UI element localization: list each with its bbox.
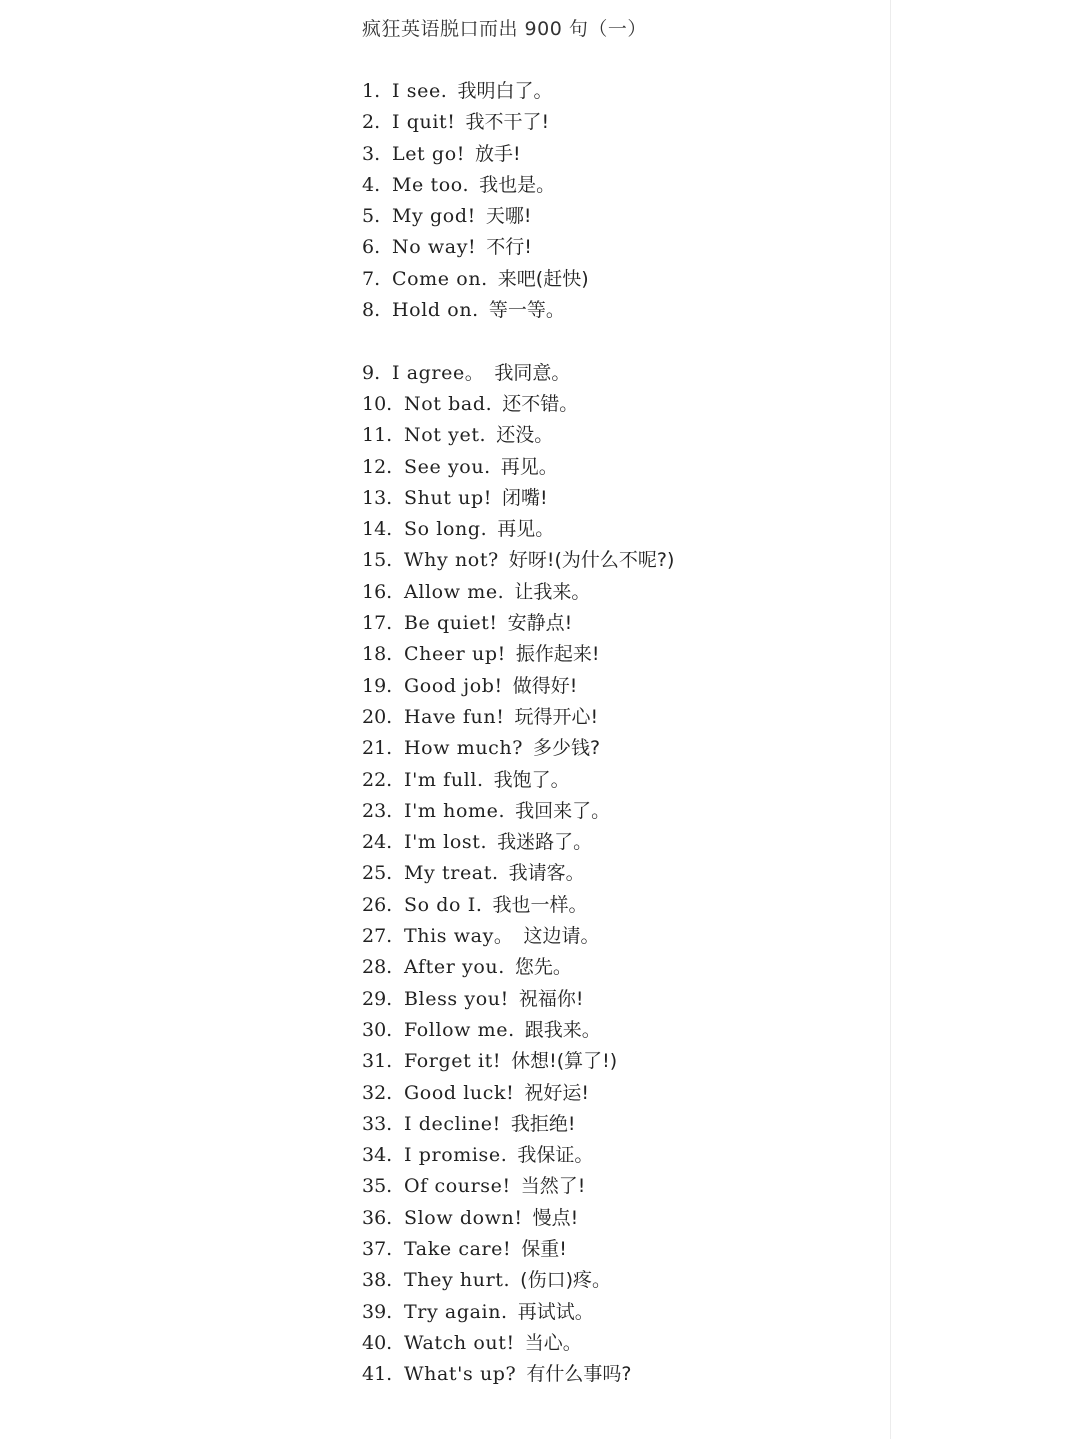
phrase-chinese: 当然了! xyxy=(520,1175,586,1198)
phrase-chinese: 我请客。 xyxy=(508,862,585,885)
phrase-number: 8. xyxy=(362,299,381,322)
phrase-number: 25. xyxy=(362,862,393,885)
phrase-list xyxy=(362,76,882,1390)
phrase-item xyxy=(362,608,882,639)
phrase-english: So long. xyxy=(404,518,488,541)
phrase-chinese: 我迷路了。 xyxy=(497,831,593,854)
phrase-item xyxy=(362,232,882,263)
phrase-number: 29. xyxy=(362,987,393,1010)
phrase-number: 33. xyxy=(362,1112,393,1135)
phrase-number: 21. xyxy=(362,737,393,760)
phrase-english: I quit! xyxy=(392,111,456,134)
phrase-english: Take care! xyxy=(404,1237,512,1260)
phrase-number: 30. xyxy=(362,1018,393,1041)
phrase-english: Good luck! xyxy=(404,1081,515,1104)
phrase-english: Let go! xyxy=(392,142,465,165)
phrase-english: Me too. xyxy=(392,173,470,196)
phrase-item xyxy=(362,107,882,138)
phrase-number: 39. xyxy=(362,1300,393,1323)
phrase-english: Try again. xyxy=(404,1300,508,1323)
phrase-item xyxy=(362,420,882,451)
phrase-item xyxy=(362,1359,882,1390)
phrase-number: 26. xyxy=(362,893,393,916)
phrase-item xyxy=(362,264,882,295)
phrase-chinese: 我同意。 xyxy=(494,361,571,384)
phrase-number: 34. xyxy=(362,1144,393,1167)
phrase-number: 19. xyxy=(362,674,393,697)
phrase-chinese: 好呀!(为什么不呢?) xyxy=(508,549,675,572)
phrase-chinese: 有什么事吗? xyxy=(526,1363,632,1386)
phrase-chinese: 我也是。 xyxy=(479,173,556,196)
phrase-item xyxy=(362,201,882,232)
phrase-english: I agree。 xyxy=(392,361,485,384)
phrase-chinese: 振作起来! xyxy=(515,643,600,666)
phrase-item xyxy=(362,170,882,201)
phrase-english: I decline! xyxy=(404,1112,501,1135)
phrase-english: I'm full. xyxy=(404,768,484,791)
phrase-english: I promise. xyxy=(404,1144,508,1167)
phrase-number: 7. xyxy=(362,267,381,290)
phrase-english: See you. xyxy=(404,455,491,478)
phrase-item xyxy=(362,1171,882,1202)
phrase-item xyxy=(362,514,882,545)
phrase-chinese: 祝好运! xyxy=(524,1081,589,1104)
phrase-english: Follow me. xyxy=(404,1018,515,1041)
phrase-number: 12. xyxy=(362,455,393,478)
phrase-chinese: 来吧(赶快) xyxy=(497,267,589,290)
phrase-item xyxy=(362,765,882,796)
phrase-chinese: 玩得开心! xyxy=(514,705,599,728)
phrase-english: Of course! xyxy=(404,1175,511,1198)
page-edge-divider xyxy=(890,0,891,1439)
phrase-item xyxy=(362,358,882,389)
phrase-english: I'm lost. xyxy=(404,831,488,854)
phrase-item xyxy=(362,1203,882,1234)
phrase-chinese: 闭嘴! xyxy=(502,486,548,509)
phrase-item xyxy=(362,890,882,921)
phrase-item xyxy=(362,796,882,827)
phrase-chinese: 安静点! xyxy=(507,612,573,635)
phrase-english: No way! xyxy=(392,236,477,259)
phrase-chinese: 我保证。 xyxy=(517,1144,594,1167)
phrase-number: 37. xyxy=(362,1237,393,1260)
phrase-english: Be quiet! xyxy=(404,612,498,635)
phrase-item xyxy=(362,702,882,733)
phrase-english: What's up? xyxy=(404,1363,517,1386)
phrase-number: 3. xyxy=(362,142,381,165)
phrase-item xyxy=(362,733,882,764)
phrase-chinese: 我回来了。 xyxy=(515,799,611,822)
phrase-number: 13. xyxy=(362,486,393,509)
phrase-number: 17. xyxy=(362,612,393,635)
phrase-chinese: 您先。 xyxy=(514,956,572,979)
phrase-number: 38. xyxy=(362,1269,393,1292)
phrase-number: 9. xyxy=(362,361,381,384)
phrase-chinese: 让我来。 xyxy=(514,580,591,603)
phrase-english: Watch out! xyxy=(404,1331,515,1354)
phrase-item xyxy=(362,295,882,326)
phrase-item xyxy=(362,1265,882,1296)
phrase-number: 11. xyxy=(362,424,393,447)
phrase-chinese: 慢点! xyxy=(532,1206,579,1229)
phrase-number: 36. xyxy=(362,1206,393,1229)
phrase-item xyxy=(362,1328,882,1359)
phrase-number: 27. xyxy=(362,925,393,948)
phrase-item xyxy=(362,952,882,983)
phrase-number: 28. xyxy=(362,956,393,979)
phrase-english: Forget it! xyxy=(404,1050,502,1073)
phrase-item xyxy=(362,1140,882,1171)
phrase-number: 24. xyxy=(362,831,393,854)
phrase-english: I'm home. xyxy=(404,799,506,822)
phrase-item xyxy=(362,76,882,107)
phrase-english: How much? xyxy=(404,737,524,760)
phrase-item xyxy=(362,921,882,952)
phrase-chinese: 我拒绝! xyxy=(510,1112,576,1135)
phrase-number: 31. xyxy=(362,1050,393,1073)
phrase-english: So do I. xyxy=(404,893,483,916)
phrase-item xyxy=(362,1078,882,1109)
phrase-chinese: 我也一样。 xyxy=(492,893,588,916)
phrase-english: Allow me. xyxy=(404,580,505,603)
phrase-english: I see. xyxy=(392,80,448,102)
phrase-chinese: 再见。 xyxy=(497,518,555,541)
phrase-chinese: 再试试。 xyxy=(517,1300,594,1323)
phrase-item xyxy=(362,984,882,1015)
phrase-number: 1. xyxy=(362,80,381,102)
phrase-english: This way。 xyxy=(404,925,514,948)
phrase-english: My god! xyxy=(392,205,476,228)
phrase-english: Slow down! xyxy=(404,1206,523,1229)
phrase-chinese: 祝福你! xyxy=(518,987,584,1010)
phrase-english: Shut up! xyxy=(404,486,492,509)
phrase-item xyxy=(362,1046,882,1077)
phrase-english: Not bad. xyxy=(404,392,493,415)
phrase-item xyxy=(362,1109,882,1140)
phrase-number: 41. xyxy=(362,1363,393,1386)
phrase-number: 15. xyxy=(362,549,393,572)
phrase-number: 16. xyxy=(362,580,393,603)
phrase-number: 10. xyxy=(362,392,393,415)
phrase-english: Hold on. xyxy=(392,299,479,322)
phrase-number: 18. xyxy=(362,643,393,666)
phrase-chinese: 我不干了! xyxy=(465,111,550,134)
phrase-number: 23. xyxy=(362,799,393,822)
phrase-chinese: 还没。 xyxy=(496,424,554,447)
phrase-chinese: 放手! xyxy=(474,142,521,165)
phrase-english: Cheer up! xyxy=(404,643,506,666)
phrase-chinese: 这边请。 xyxy=(523,925,600,948)
phrase-number: 14. xyxy=(362,518,393,541)
phrase-chinese: (伤口)疼。 xyxy=(520,1269,611,1292)
phrase-item xyxy=(362,1297,882,1328)
phrase-chinese: 我饱了。 xyxy=(493,768,570,791)
phrase-number: 6. xyxy=(362,236,381,259)
phrase-english: Good job! xyxy=(404,674,503,697)
phrase-chinese: 天哪! xyxy=(485,205,532,228)
phrase-item xyxy=(362,483,882,514)
phrase-chinese: 当心。 xyxy=(524,1331,582,1354)
phrase-english: After you. xyxy=(404,956,505,979)
phrase-number: 35. xyxy=(362,1175,393,1198)
phrase-item xyxy=(362,545,882,576)
phrase-english: Have fun! xyxy=(404,705,505,728)
phrase-chinese: 我明白了。 xyxy=(457,80,553,102)
phrase-english: Why not? xyxy=(404,549,499,572)
phrase-item xyxy=(362,671,882,702)
phrase-item xyxy=(362,577,882,608)
phrase-english: Not yet. xyxy=(404,424,487,447)
phrase-chinese: 休想!(算了!) xyxy=(511,1050,618,1073)
phrase-chinese: 还不错。 xyxy=(502,392,579,415)
phrase-chinese: 做得好! xyxy=(512,674,578,697)
phrase-english: Bless you! xyxy=(404,987,509,1010)
phrase-number: 4. xyxy=(362,173,381,196)
phrase-number: 5. xyxy=(362,205,381,228)
phrase-number: 2. xyxy=(362,111,381,134)
phrase-chinese: 跟我来。 xyxy=(524,1018,601,1041)
phrase-chinese: 不行! xyxy=(486,236,532,259)
phrase-number: 40. xyxy=(362,1331,393,1354)
phrase-item xyxy=(362,1015,882,1046)
phrase-item xyxy=(362,858,882,889)
phrase-item xyxy=(362,389,882,420)
phrase-item xyxy=(362,1234,882,1265)
phrase-english: My treat. xyxy=(404,862,499,885)
document-title: 疯狂英语脱口而出 900 句（一） xyxy=(362,18,647,40)
phrase-chinese: 再见。 xyxy=(500,455,558,478)
phrase-number: 20. xyxy=(362,705,393,728)
phrase-english: They hurt. xyxy=(404,1269,511,1292)
phrase-item xyxy=(362,139,882,170)
phrase-item xyxy=(362,639,882,670)
phrase-english: Come on. xyxy=(392,267,488,290)
phrase-chinese: 保重! xyxy=(521,1237,567,1260)
phrase-item xyxy=(362,827,882,858)
phrase-item xyxy=(362,452,882,483)
phrase-number: 32. xyxy=(362,1081,393,1104)
phrase-number: 22. xyxy=(362,768,393,791)
phrase-chinese: 多少钱? xyxy=(533,737,601,760)
phrase-chinese: 等一等。 xyxy=(488,299,565,322)
